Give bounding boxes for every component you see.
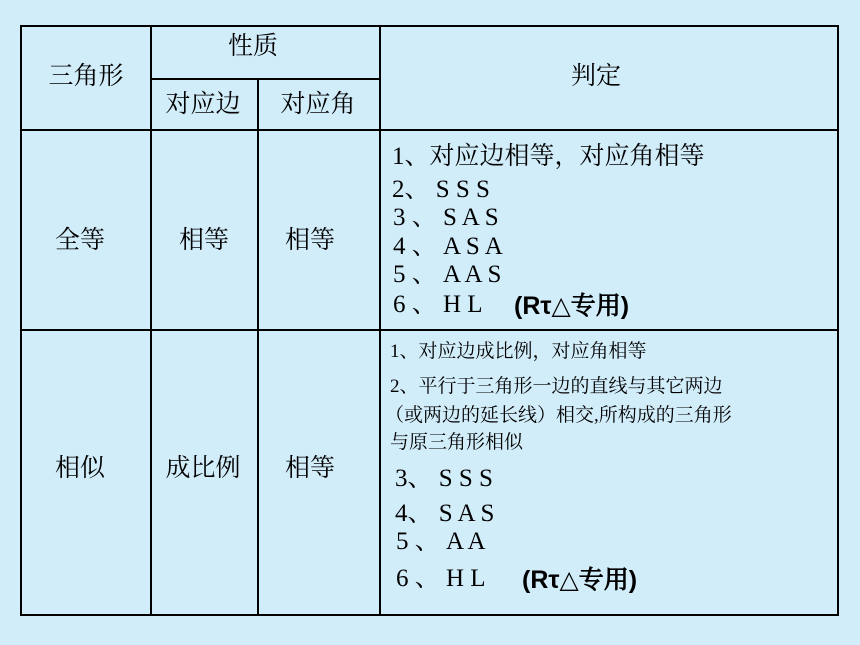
row-congruent-name: 全等 [54,227,106,254]
col-divider-3 [379,25,381,616]
table-border-top [20,25,839,27]
right-triangle-note: (Rτ△专用) [514,292,630,320]
row-congruent-side: 相等 [178,227,230,254]
row-divider [20,329,839,331]
header-property: 性质 [227,33,279,60]
table-border-left [20,25,22,616]
criterion-item: （或两边的延长线）相交,所构成的三角形 [385,405,732,426]
col-divider-2 [257,78,259,616]
property-divider [150,78,380,80]
criterion-item: 4 、 A S A [393,233,503,260]
row-similar-side: 成比例 [165,455,241,482]
header-triangle: 三角形 [48,63,124,90]
criterion-item: 1、对应边相等，对应角相等 [392,143,705,170]
criterion-item: 2、 S S S [392,176,490,203]
criterion-item: 5 、 A A S [393,261,502,288]
criterion-item: 3、 S S S [395,465,493,492]
criterion-item: 6 、 H L [393,291,483,318]
criterion-item: 6 、 H L [396,565,486,592]
table-border-right [837,25,839,616]
row-similar-angle: 相等 [284,455,336,482]
criterion-item: 与原三角形相似 [390,432,524,453]
header-bottom-line [20,129,839,131]
row-similar-name: 相似 [54,455,106,482]
col-divider-1 [150,25,152,616]
criterion-item: 1、对应边成比例，对应角相等 [390,341,647,362]
criterion-item: 5 、 A A [396,528,486,555]
criterion-item: 3 、 S A S [393,204,499,231]
criterion-item: 4、 S A S [395,500,495,527]
header-corresponding-side: 对应边 [165,91,241,118]
table-border-bottom [20,614,839,616]
criterion-item: 2、平行于三角形一边的直线与其它两边 [390,376,723,397]
right-triangle-note: (Rτ△专用) [522,566,638,594]
header-judgment: 判定 [570,63,622,90]
row-congruent-angle: 相等 [284,227,336,254]
header-corresponding-angle: 对应角 [280,91,356,118]
